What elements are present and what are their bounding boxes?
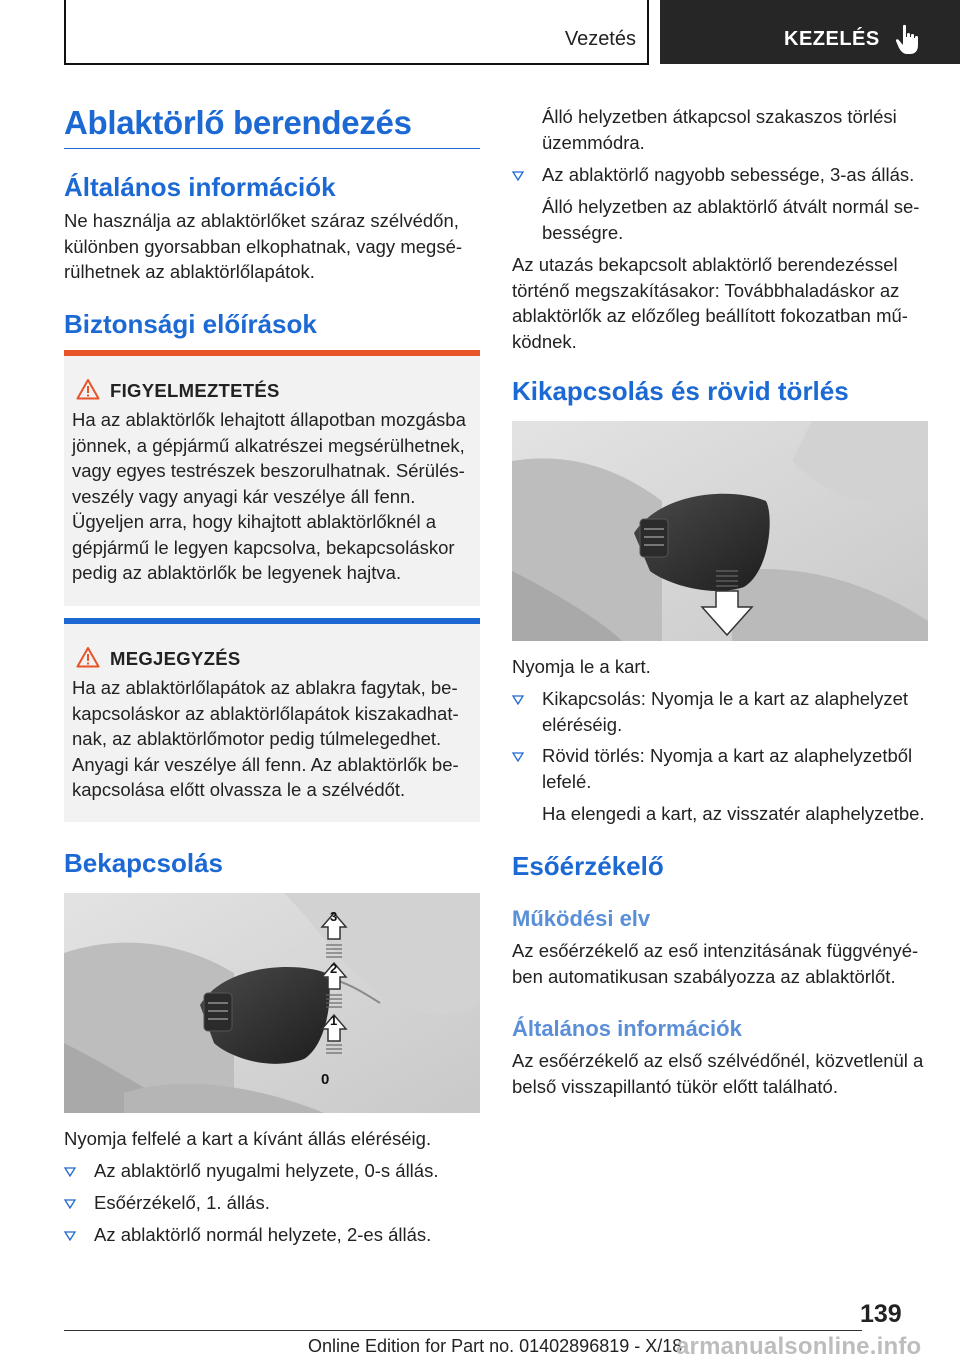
title-rule <box>64 148 480 149</box>
wiper-stalk-up-image <box>64 893 480 1113</box>
bullet-text: Kikapcsolás: Nyomja le a kart az alaphelyzet eléréséig. <box>542 688 909 735</box>
footer-edition: Online Edition for Part no. 01402896819 - X/18 <box>308 1336 683 1356</box>
bullet-text: Az ablaktörlő normál helyzete, 2-es állás. <box>94 1224 432 1245</box>
bullet-triangle-icon <box>64 1167 76 1177</box>
page-number: 139 <box>860 1300 902 1328</box>
bullet-triangle-icon <box>64 1199 76 1209</box>
warning-title: FIGYELMEZTETÉS <box>110 380 280 401</box>
warning-box <box>64 350 480 606</box>
bullet-triangle-icon <box>512 752 524 762</box>
bullet-triangle-icon <box>512 171 524 181</box>
position-label-2: 2 <box>330 961 338 976</box>
on-intro: Nyomja felfelé a kart a kívánt állás eléréséig. <box>64 1128 432 1149</box>
position-label-3: 3 <box>330 909 338 924</box>
principle-text: Az esőérzékelő az eső intenzitásának függvényé-ben automatikusan szabályozza az ablaktörlőt. <box>512 940 919 987</box>
warning-triangle-icon <box>76 646 100 668</box>
position-label-1: 1 <box>330 1013 338 1028</box>
page-title: Ablaktörlő berendezés <box>64 104 412 141</box>
chapter-label: KEZELÉS <box>784 28 880 50</box>
general2-heading: Általános információk <box>512 1016 742 1041</box>
bullet-text: Rövid törlés: Nyomja a kart az alaphelyzetből lefelé. <box>542 745 913 792</box>
wiper-stalk-down-image <box>512 421 928 641</box>
chapter-tab <box>660 0 960 64</box>
note-text: Ha az ablaktörlőlapátok az ablakra fagytak, be-kapcsoláskor az ablaktörlőlapátok kiszakadhat-nak, az ablaktörlőmotor pedig túlmelegedhet. Anyagi kár veszélye áll fenn. Az ablaktörlők be-kapcsolása előtt olvassza le a szélvédőt. <box>72 677 459 800</box>
bullet-triangle-icon <box>64 1231 76 1241</box>
header-divider-left <box>64 0 66 64</box>
bullet-triangle-icon <box>512 695 524 705</box>
footer-rule <box>64 1330 862 1331</box>
speed3-subtext: Álló helyzetben az ablaktörlő átvált normál se-bességre. <box>542 196 920 243</box>
bullet-text: Esőérzékelő, 1. állás. <box>94 1192 270 1213</box>
warning-triangle-icon <box>76 378 100 400</box>
principle-heading: Működési elv <box>512 906 651 931</box>
general2-text: Az esőérzékelő az első szélvédőnél, közvetlenül a belső visszapillantó tükör előtt található. <box>512 1050 924 1097</box>
hand-pointer-icon <box>894 24 922 56</box>
position-label-0: 0 <box>321 1071 330 1088</box>
continued-text: Álló helyzetben átkapcsol szakaszos törlési üzemmódra. <box>542 106 897 153</box>
warning-bar <box>64 350 480 356</box>
section-label: Vezetés <box>564 28 636 50</box>
off-intro: Nyomja le a kart. <box>512 656 651 677</box>
off-subtext: Ha elengedi a kart, az visszatér alaphelyzetbe. <box>542 803 925 824</box>
rain-sensor-heading: Esőérzékelő <box>512 851 664 881</box>
warning-text: Ha az ablaktörlők lehajtott állapotban mozgásba jönnek, a gépjármű alkatrészei megsérülhetnek, vagy egyes testrészek beszorulhatnak. Sérülés-veszély vagy anyagi kár veszélye áll fenn. Ügyeljen arra, hogy kihajtott ablaktörlőknél a gépjármű le legyen kapcsolva, bekapcsoláskor pedig az ablaktörlők be legyenek hajtva. <box>72 409 466 583</box>
note-box <box>64 618 480 822</box>
watermark: armanualsonline.info <box>676 1333 922 1360</box>
general-heading: Általános információk <box>64 172 336 202</box>
off-heading: Kikapcsolás és rövid törlés <box>512 376 849 406</box>
header-rule <box>64 63 649 65</box>
on-heading: Bekapcsolás <box>64 848 223 878</box>
note-title: MEGJEGYZÉS <box>110 648 241 669</box>
interrupt-text: Az utazás bekapcsolt ablaktörlő berendezéssel történő megszakításakor: Továbbhaladáskor az ablaktörlők az előzőleg beállított fokozatban mű-ködnek. <box>512 254 908 352</box>
header-divider-right <box>647 0 649 64</box>
general-text: Ne használja az ablaktörlőket száraz szélvédőn, különben gyorsabban elkophatnak, vagy megsé-rülhetnek az ablaktörlőlapátok. <box>64 210 463 282</box>
safety-heading: Biztonsági előírások <box>64 309 317 339</box>
bullet-text: Az ablaktörlő nagyobb sebessége, 3-as állás. <box>542 164 915 185</box>
note-bar <box>64 618 480 624</box>
bullet-text: Az ablaktörlő nyugalmi helyzete, 0-s állás. <box>94 1160 439 1181</box>
